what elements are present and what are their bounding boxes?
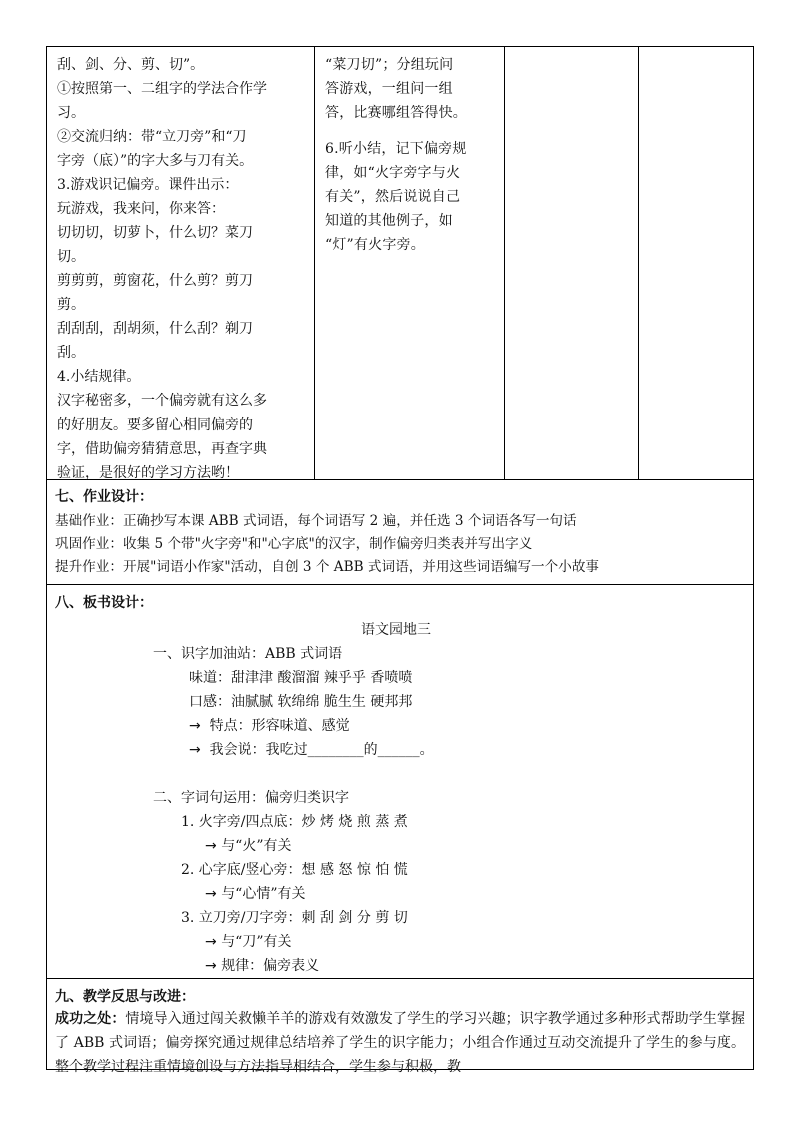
empty-cell [639, 47, 753, 479]
text-line: 6.听小结，记下偏旁规 [325, 141, 467, 157]
arrow-icon: → [205, 958, 217, 974]
text-line: 知道的其他例子，如 [325, 213, 453, 229]
board-group-heart: 2. 心字底/竖心旁：想 感 怒 惊 怕 慌 [181, 862, 408, 878]
text-line: 玩游戏，我来问，你来答： [57, 201, 225, 217]
text-line: ①按照第一、二组字的学法合作学 [57, 81, 267, 97]
board-feature: → 特点：形容味道、感觉 [189, 718, 350, 734]
arrow-icon: → [205, 838, 217, 854]
text-line: 切。 [57, 249, 85, 265]
board-design-section [47, 585, 753, 979]
board-texture: 口感：油腻腻 软绵绵 脆生生 硬邦邦 [189, 694, 413, 710]
board-part-two: 二、字词句运用：偏旁归类识字 [153, 790, 349, 806]
section-title: 七、作业设计： [55, 489, 153, 505]
text-line: 答游戏，一组问一组 [325, 81, 453, 97]
text-line: 习。 [57, 105, 85, 121]
text-line: 刮刮刮，刮胡须，什么刮？剃刀 [57, 321, 253, 337]
text-line: 4.小结规律。 [57, 369, 141, 385]
board-group-knife: 3. 立刀旁/刀字旁：刺 刮 剑 分 剪 切 [181, 910, 408, 926]
text-line: “灯”有火字旁。 [325, 237, 425, 253]
board-content [55, 613, 745, 973]
homework-line: 基础作业：正确抄写本课 ABB 式词语，每个词语写 2 遍，并任选 3 个词语各写一句话 [55, 513, 577, 529]
board-taste: 味道：甜津津 酸溜溜 辣乎乎 香喷喷 [189, 670, 413, 686]
arrow-icon: → [205, 934, 217, 950]
activity-row [47, 47, 753, 480]
text-line: 答，比赛哪组答得快。 [325, 105, 467, 121]
text-line: 字，借助偏旁猜猜意思，再查字典 [57, 441, 267, 457]
text-line: 汉字秘密多，一个偏旁就有这么多 [57, 393, 267, 409]
text-line: 有关”，然后说说自己 [325, 189, 461, 205]
text-line: 字旁（底）”的字大多与刀有关。 [57, 153, 254, 169]
board-group-fire-rule: → 与“火”有关 [205, 838, 292, 854]
text-line: 剪剪剪，剪窗花，什么剪？剪刀 [57, 273, 253, 289]
text-line: 刮、剑、分、剪、切”。 [57, 57, 205, 73]
text-line: “菜刀切”；分组玩问 [325, 57, 454, 73]
text-line: 3.游戏识记偏旁。课件出示： [57, 177, 239, 193]
student-activity-cell [315, 47, 505, 479]
board-group-fire: 1. 火字旁/四点底：炒 烤 烧 煎 蒸 煮 [181, 814, 408, 830]
board-part-one: 一、识字加油站：ABB 式词语 [153, 646, 343, 662]
homework-line: 提升作业：开展"词语小作家"活动，自创 3 个 ABB 式词语，并用这些词语编写一个小故事 [55, 559, 600, 575]
arrow-icon: → [205, 886, 217, 902]
empty-cell [505, 47, 639, 479]
text-line: 验证，是很好的学习方法哟！ [57, 465, 239, 481]
teacher-activity-cell [47, 47, 315, 479]
homework-section [47, 479, 753, 585]
arrow-icon: → [189, 742, 201, 758]
text-line: 切切切，切萝卜，什么切？菜刀 [57, 225, 253, 241]
homework-line: 巩固作业：收集 5 个带"火字旁"和"心字底"的汉字，制作偏旁归类表并写出字义 [55, 536, 533, 552]
reflection-text: 成功之处：情境导入通过闯关救懒羊羊的游戏有效激发了学生的学习兴趣；识字教学通过多种形式帮助学生掌握了 ABB 式词语；偏旁探究通过规律总结培养了学生的识字能力；小组合作通过互动交流提升了学生的参与度。整个教学过程注重情境创设与方法指导相结合，学生参与积极，教 [55, 1011, 746, 1075]
board-group-heart-rule: → 与“心情”有关 [205, 886, 306, 902]
text-line: 刮。 [57, 345, 85, 361]
reflection-section [47, 979, 753, 1075]
arrow-icon: → [189, 718, 201, 734]
text-line: 的好朋友。要多留心相同偏旁的 [57, 417, 253, 433]
section-title: 八、板书设计： [55, 595, 153, 611]
reflection-label: 成功之处： [55, 1011, 126, 1027]
text-line: 律，如“火字旁字与火 [325, 165, 461, 181]
board-group-knife-rule: → 与“刀”有关 [205, 934, 292, 950]
board-say: → 我会说：我吃过________的______。 [189, 742, 434, 758]
board-rule: → 规律：偏旁表义 [205, 958, 320, 974]
section-title: 九、教学反思与改进： [55, 989, 195, 1005]
lesson-plan-table [46, 46, 754, 1075]
text-line: ②交流归纳：带“立刀旁”和“刀 [57, 129, 247, 145]
board-heading: 语文园地三 [361, 622, 431, 638]
text-line: 剪。 [57, 297, 85, 313]
